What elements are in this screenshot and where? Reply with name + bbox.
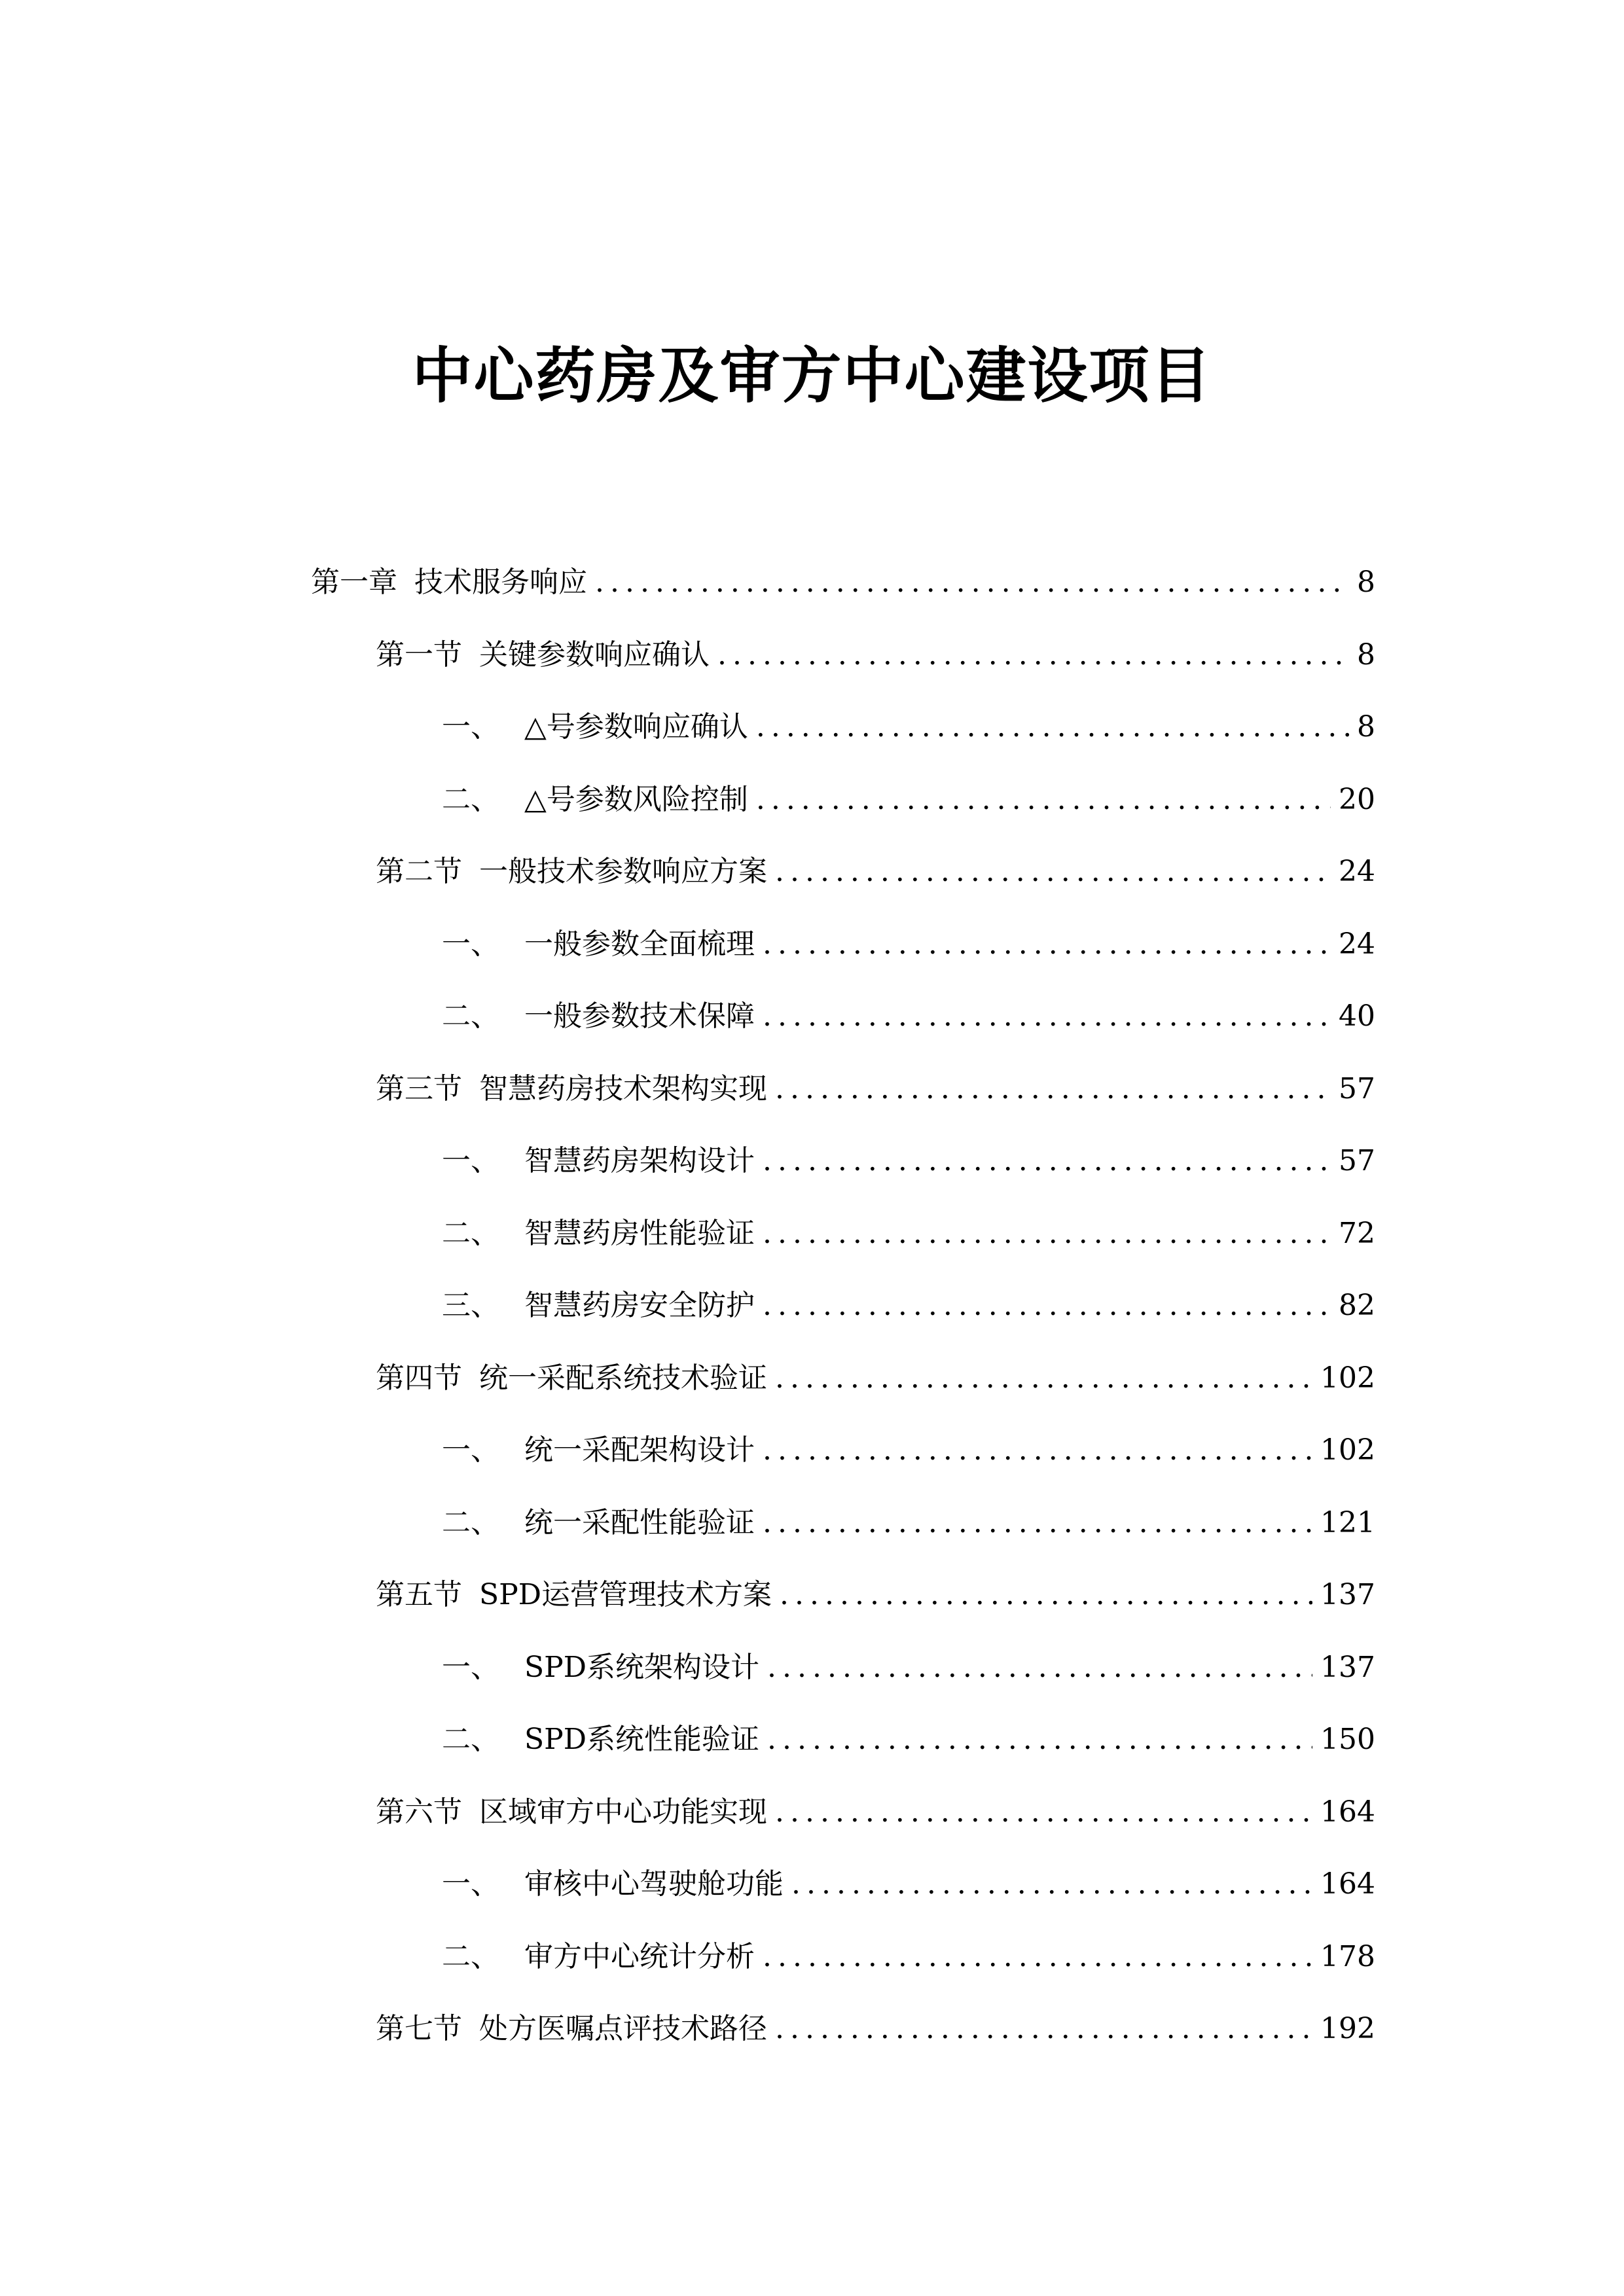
toc-entry[interactable] [442, 1138, 1375, 1184]
toc-entry-number: 第七节 [376, 2012, 462, 2045]
toc-entry-number: 三、 [442, 1289, 499, 1322]
toc-entry[interactable] [442, 1427, 1375, 1473]
toc-page-number: 57 [1339, 1072, 1375, 1105]
toc-dot-leader [763, 1500, 1312, 1546]
toc-entry-number: 一、 [442, 927, 499, 961]
toc-entry-number: 一、 [442, 1433, 499, 1467]
toc-dot-leader [763, 1211, 1331, 1257]
toc-entry-number: 二、 [442, 1217, 499, 1250]
toc-entry-number: 二、 [442, 1723, 499, 1756]
toc-entry[interactable] [376, 2006, 1375, 2052]
toc-page-number: 137 [1320, 1578, 1375, 1611]
toc-dot-leader [595, 560, 1349, 605]
toc-entry-title: 一般参数全面梳理 [524, 927, 755, 961]
toc-page-number: 102 [1320, 1361, 1375, 1395]
toc-page-number: 82 [1339, 1289, 1375, 1322]
toc-entry[interactable] [376, 849, 1375, 895]
toc-page-number: 20 [1339, 783, 1375, 816]
toc-page-number: 8 [1357, 638, 1375, 672]
toc-entry[interactable] [442, 1717, 1375, 1763]
toc-entry[interactable] [311, 560, 1375, 605]
toc-entry-number: 第一章 [311, 565, 397, 599]
toc-entry-title: 审核中心驾驶舱功能 [524, 1867, 784, 1901]
toc-entry[interactable] [442, 1934, 1375, 1980]
toc-dot-leader [775, 2006, 1312, 2052]
toc-dot-leader [775, 1789, 1312, 1835]
toc-page-number: 57 [1339, 1144, 1375, 1177]
toc-entry-number: 二、 [442, 783, 499, 816]
toc-page-number: 178 [1320, 1940, 1375, 1973]
toc-entry[interactable] [376, 1355, 1375, 1401]
toc-entry[interactable] [442, 994, 1375, 1039]
toc-entry-number: 第三节 [376, 1072, 462, 1105]
toc-entry-title: 智慧药房性能验证 [524, 1217, 755, 1250]
toc-entry[interactable] [442, 1645, 1375, 1691]
toc-dot-leader [763, 1427, 1312, 1473]
toc-entry[interactable] [442, 1211, 1375, 1257]
toc-entry-title: 智慧药房技术架构实现 [479, 1072, 767, 1105]
toc-page-number: 24 [1339, 927, 1375, 961]
toc-dot-leader [763, 1934, 1312, 1980]
toc-page-number: 102 [1320, 1433, 1375, 1467]
toc-entry[interactable] [376, 1066, 1375, 1112]
toc-dot-leader [756, 704, 1349, 750]
toc-dot-leader [763, 1283, 1331, 1329]
toc-dot-leader [767, 1717, 1312, 1763]
toc-dot-leader [775, 1355, 1312, 1401]
toc-dot-leader [791, 1861, 1312, 1907]
toc-page-number: 121 [1320, 1506, 1375, 1539]
toc-entry-title: 一般技术参数响应方案 [479, 855, 767, 888]
toc-entry-title: △号参数风险控制 [524, 783, 748, 816]
toc-entry[interactable] [442, 1500, 1375, 1546]
toc-entry-title: 处方医嘱点评技术路径 [479, 2012, 767, 2045]
toc-dot-leader [763, 994, 1331, 1039]
toc-dot-leader [763, 922, 1331, 967]
toc-page-number: 40 [1339, 999, 1375, 1033]
toc-dot-leader [717, 632, 1349, 678]
toc-entry[interactable] [442, 777, 1375, 823]
toc-entry-number: 一、 [442, 710, 499, 744]
toc-entry-number: 第二节 [376, 855, 462, 888]
toc-entry-title: SPD运营管理技术方案 [479, 1578, 772, 1611]
document-title: 中心药房及审方中心建设项目 [412, 341, 1212, 411]
toc-page-number: 164 [1320, 1867, 1375, 1901]
toc-page-number: 192 [1320, 2012, 1375, 2045]
toc-entry-title: 统一采配架构设计 [524, 1433, 755, 1467]
toc-entry[interactable] [442, 1283, 1375, 1329]
toc-entry-title: 一般参数技术保障 [524, 999, 755, 1033]
toc-dot-leader [780, 1572, 1312, 1618]
toc-entry-title: 统一采配性能验证 [524, 1506, 755, 1539]
toc-entry-number: 二、 [442, 999, 499, 1033]
toc-entry-title: 技术服务响应 [414, 565, 587, 599]
toc-page-number: 8 [1357, 565, 1375, 599]
toc-entry-title: SPD系统性能验证 [524, 1723, 760, 1756]
toc-dot-leader [775, 849, 1331, 895]
toc-entry-number: 二、 [442, 1940, 499, 1973]
toc-entry[interactable] [442, 922, 1375, 967]
toc-entry-number: 二、 [442, 1506, 499, 1539]
toc-entry-number: 一、 [442, 1867, 499, 1901]
toc-page-number: 137 [1320, 1651, 1375, 1684]
toc-entry[interactable] [442, 1861, 1375, 1907]
toc-entry[interactable] [376, 632, 1375, 678]
toc-page-number: 24 [1339, 855, 1375, 888]
toc-entry[interactable] [376, 1572, 1375, 1618]
toc-dot-leader [756, 777, 1331, 823]
toc-page-number: 8 [1357, 710, 1375, 744]
toc-entry-title: 统一采配系统技术验证 [479, 1361, 767, 1395]
toc-page-number: 164 [1320, 1795, 1375, 1829]
toc-entry-number: 第六节 [376, 1795, 462, 1829]
toc-entry-number: 第五节 [376, 1578, 462, 1611]
toc-entry-title: △号参数响应确认 [524, 710, 748, 744]
toc-entry[interactable] [376, 1789, 1375, 1835]
toc-entry-number: 一、 [442, 1651, 499, 1684]
toc-entry-number: 第四节 [376, 1361, 462, 1395]
toc-dot-leader [763, 1138, 1331, 1184]
toc-page-number: 150 [1320, 1723, 1375, 1756]
toc-entry-title: 关键参数响应确认 [479, 638, 710, 672]
toc-dot-leader [767, 1645, 1312, 1691]
toc-entry-number: 一、 [442, 1144, 499, 1177]
toc-entry-title: 智慧药房架构设计 [524, 1144, 755, 1177]
toc-entry-title: 审方中心统计分析 [524, 1940, 755, 1973]
toc-entry-title: 智慧药房安全防护 [524, 1289, 755, 1322]
toc-dot-leader [775, 1066, 1331, 1112]
toc-page-number: 72 [1339, 1217, 1375, 1250]
toc-entry[interactable] [442, 704, 1375, 750]
toc-entry-number: 第一节 [376, 638, 462, 672]
toc-entry-title: SPD系统架构设计 [524, 1651, 760, 1684]
toc-entry-title: 区域审方中心功能实现 [479, 1795, 767, 1829]
